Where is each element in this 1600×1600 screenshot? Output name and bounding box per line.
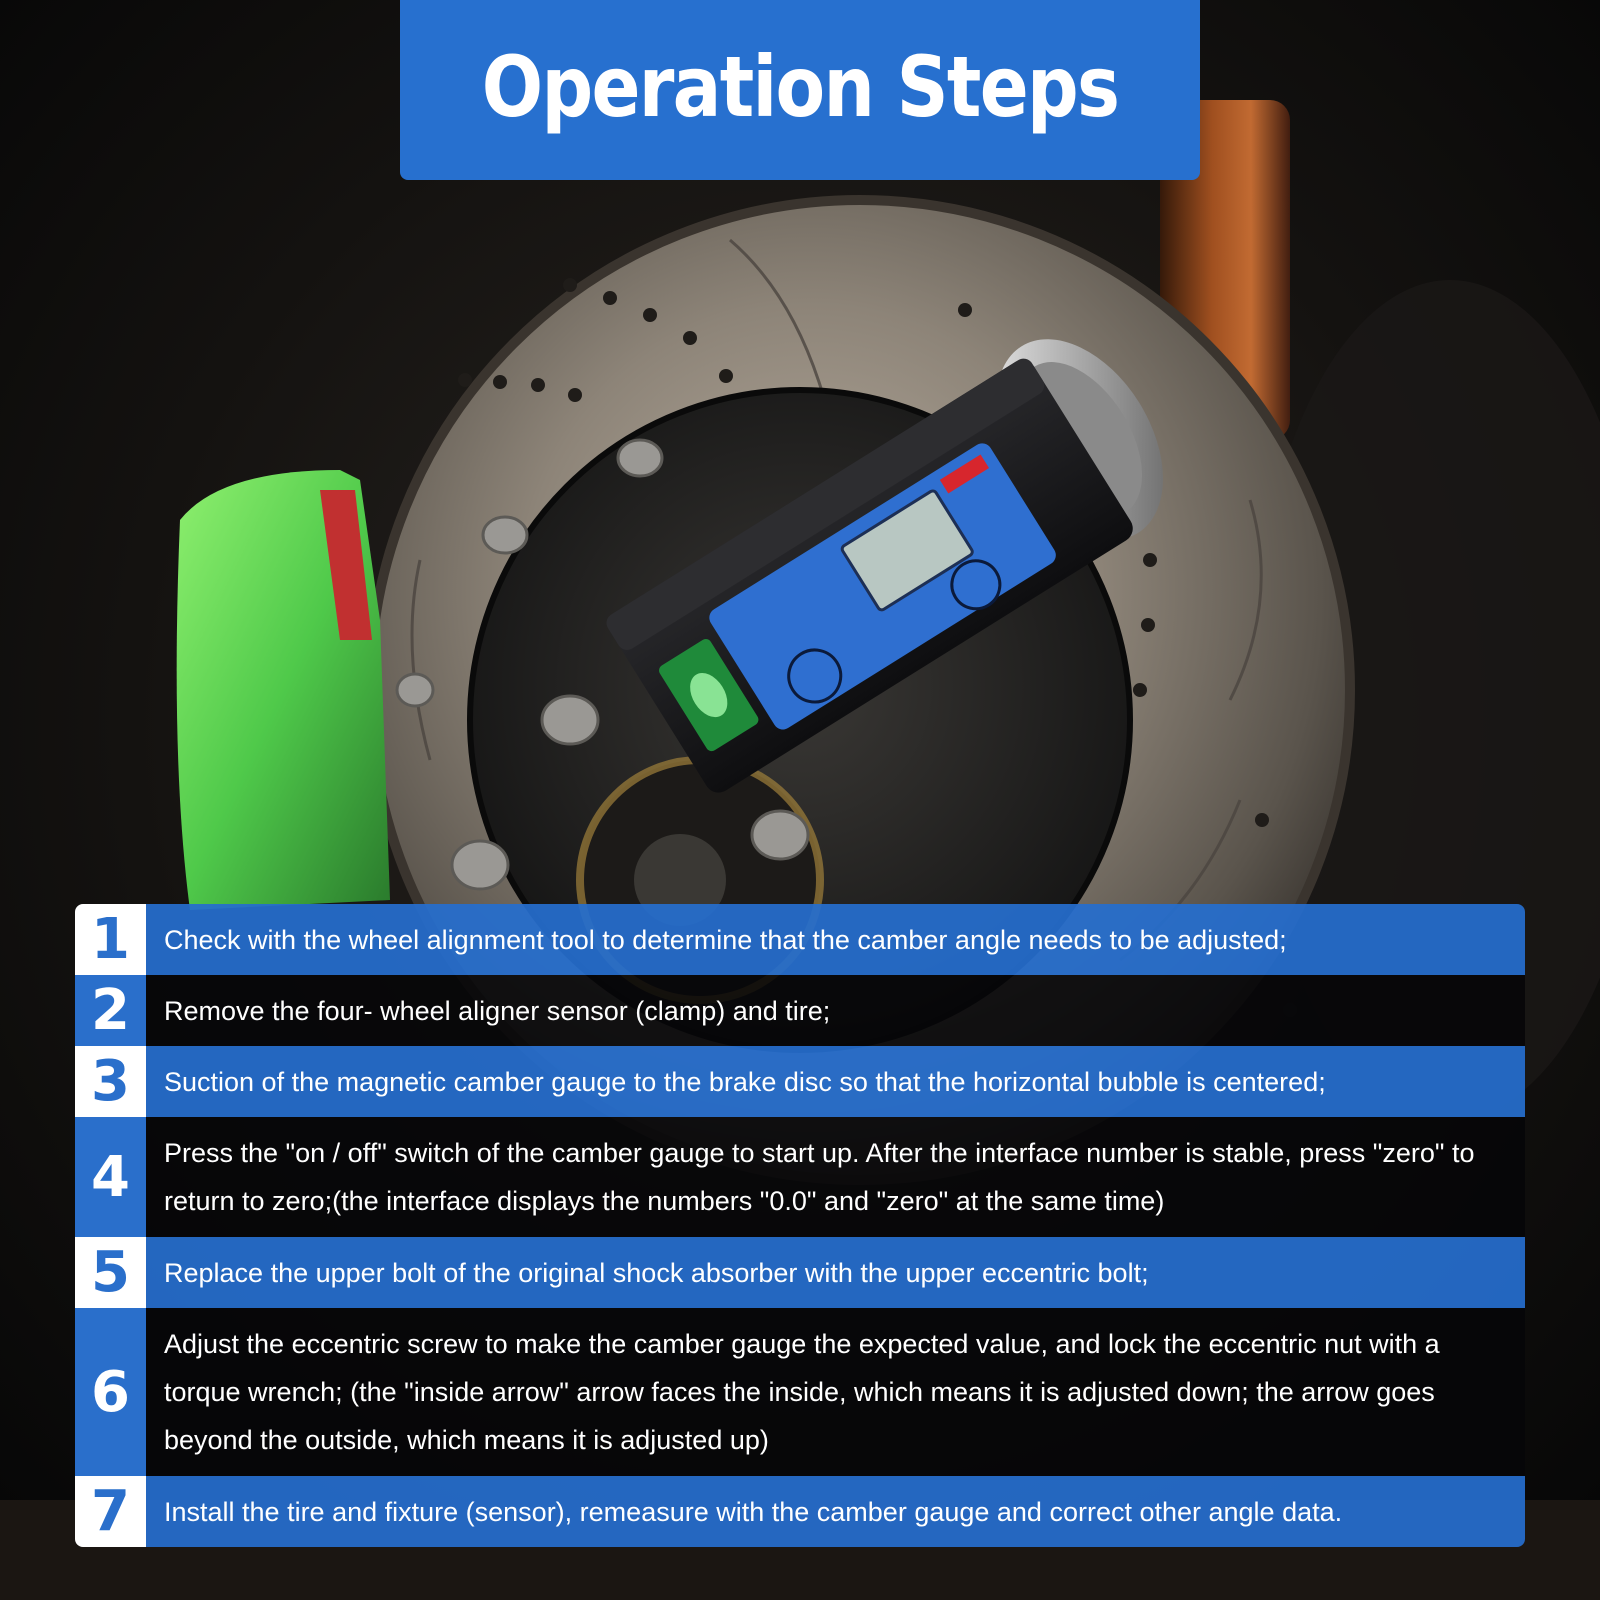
step-text: Suction of the magnetic camber gauge to the brake disc so that the horizontal bubble is centered;: [146, 1046, 1525, 1117]
step-row-7: [75, 1476, 1525, 1547]
step-number: 7: [75, 1476, 146, 1547]
page-title: Operation Steps: [481, 38, 1119, 136]
step-row-2: [75, 975, 1525, 1046]
step-row-4: [75, 1117, 1525, 1237]
step-number: 4: [75, 1117, 146, 1237]
step-text: Remove the four- wheel aligner sensor (clamp) and tire;: [146, 975, 1525, 1046]
step-number: 1: [75, 904, 146, 975]
step-text: Check with the wheel alignment tool to determine that the camber angle needs to be adjusted;: [146, 904, 1525, 975]
step-text: Install the tire and fixture (sensor), remeasure with the camber gauge and correct other angle data.: [146, 1476, 1525, 1547]
step-row-6: [75, 1308, 1525, 1476]
camber-gauge-device: [560, 310, 1260, 830]
operation-steps-list: [75, 904, 1525, 1547]
step-text: Replace the upper bolt of the original shock absorber with the upper eccentric bolt;: [146, 1237, 1525, 1308]
step-number: 3: [75, 1046, 146, 1117]
title-banner: [400, 0, 1200, 180]
step-text: Adjust the eccentric screw to make the camber gauge the expected value, and lock the eccentric nut with a torque wrench; (the "inside arrow" arrow faces the inside, which means it is adjusted down; the arrow goes beyond the outside, which means it is adjusted up): [146, 1308, 1525, 1476]
step-number: 5: [75, 1237, 146, 1308]
step-row-3: [75, 1046, 1525, 1117]
step-number: 6: [75, 1308, 146, 1476]
step-text: Press the "on / off" switch of the camber gauge to start up. After the interface number is stable, press "zero" to return to zero;(the interface displays the numbers "0.0" and "zero" at the same time): [146, 1117, 1525, 1237]
step-row-5: [75, 1237, 1525, 1308]
step-number: 2: [75, 975, 146, 1046]
step-row-1: [75, 904, 1525, 975]
